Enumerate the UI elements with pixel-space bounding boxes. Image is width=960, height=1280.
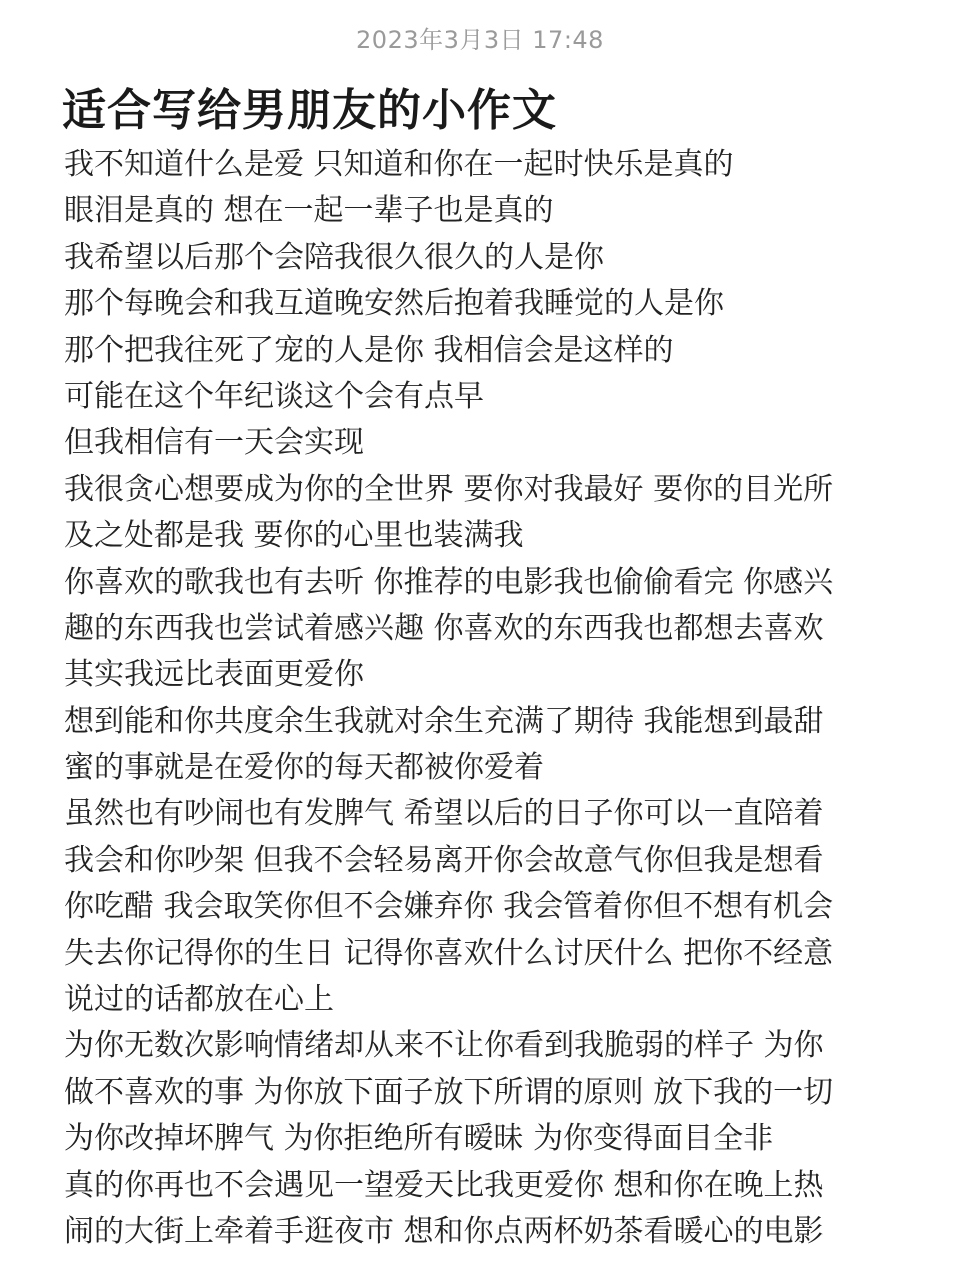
note-line: 眼泪是真的 想在一起一辈子也是真的 [64, 193, 554, 229]
note-line: 为你无数次影响情绪却从来不让你看到我脆弱的样子 为你 [64, 1028, 824, 1064]
note-line: 你吃醋 我会取笑你但不会嫌弃你 我会管着你但不想有机会 [64, 889, 834, 925]
note-line: 做不喜欢的事 为你放下面子放下所谓的原则 放下我的一切 [64, 1074, 834, 1110]
note-line: 说过的话都放在心上 [64, 982, 334, 1018]
note-line: 真的你再也不会遇见一望爱天比我更爱你 想和你在晚上热 [64, 1167, 824, 1203]
note-line: 但我相信有一天会实现 [64, 425, 364, 461]
note-line: 蜜的事就是在爱你的每天都被你爱着 [64, 750, 544, 786]
note-line: 你喜欢的歌我也有去听 你推荐的电影我也偷偷看完 你感兴 [64, 564, 834, 600]
note-line: 为你改掉坏脾气 为你拒绝所有暧昧 为你变得面目全非 [64, 1121, 774, 1157]
note-line: 我不知道什么是爱 只知道和你在一起时快乐是真的 [64, 147, 734, 182]
note-line: 其实我远比表面更爱你 [64, 657, 364, 693]
note-line: 失去你记得你的生日 记得你喜欢什么讨厌什么 把你不经意 [64, 935, 834, 971]
note-line: 想到能和你共度余生我就对余生充满了期待 我能想到最甜 [64, 703, 824, 739]
note-line: 那个把我往死了宠的人是你 我相信会是这样的 [64, 332, 674, 368]
note-line: 可能在这个年纪谈这个会有点早 [64, 378, 484, 414]
note-timestamp: 2023年3月3日 17:48 [356, 26, 604, 54]
note-line: 及之处都是我 要你的心里也装满我 [64, 518, 524, 554]
note-title: 适合写给男朋友的小作文 [62, 85, 557, 136]
note-line: 我希望以后那个会陪我很久很久的人是你 [64, 239, 604, 275]
note-body[interactable] [64, 142, 924, 1255]
note-line: 虽然也有吵闹也有发脾气 希望以后的日子你可以一直陪着 [64, 796, 824, 832]
note-line: 那个每晚会和我互道晚安然后抱着我睡觉的人是你 [64, 286, 724, 322]
note-line: 我会和你吵架 但我不会轻易离开你会故意气你但我是想看 [64, 842, 824, 878]
note-line: 趣的东西我也尝试着感兴趣 你喜欢的东西我也都想去喜欢 [64, 610, 824, 646]
note-line: 闹的大街上牵着手逛夜市 想和你点两杯奶茶看暖心的电影 [64, 1213, 824, 1249]
note-line: 我很贪心想要成为你的全世界 要你对我最好 要你的目光所 [64, 471, 834, 507]
